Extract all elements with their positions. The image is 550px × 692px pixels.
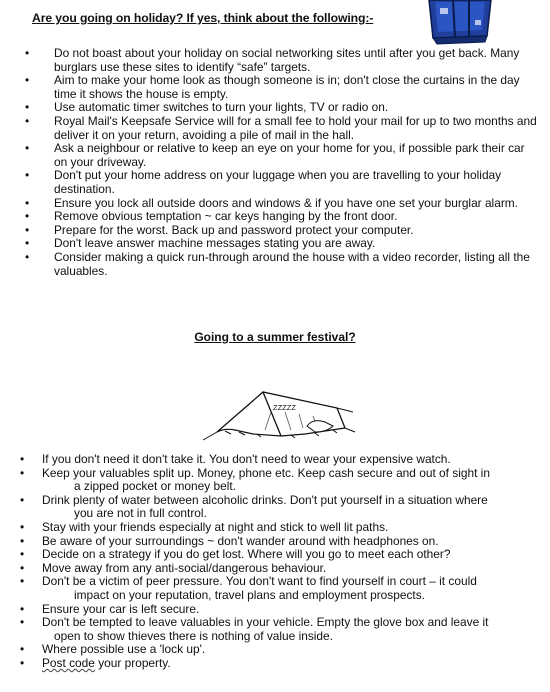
bullet-icon: • (20, 452, 25, 466)
list-item-continuation: impact on your reputation, travel plans and employment prospects. (74, 587, 425, 602)
list-item (0, 521, 550, 535)
bullet-icon: • (20, 560, 25, 575)
list-item (0, 548, 550, 562)
list-item (0, 237, 550, 251)
list-item-text: Prepare for the worst. Back up and password protect your computer. (54, 222, 414, 237)
bullet-icon: • (20, 574, 25, 589)
list-item-continuation: a zipped pocket or money belt. (74, 479, 236, 494)
list-item-text: Don't leave answer machine messages stating you are away. (54, 236, 376, 251)
bullet-icon: • (25, 113, 30, 128)
list-item (0, 494, 550, 521)
list-item-text: Ensure your car is left secure. (42, 601, 200, 616)
bullet-icon: • (20, 492, 25, 507)
bullet-icon: • (25, 195, 30, 210)
list-item-text: Decide on a strategy if you do get lost. Where will you go to meet each other? (42, 547, 451, 562)
list-item-text: Use automatic timer switches to turn your lights, TV or radio on. (54, 100, 389, 115)
bullet-icon: • (20, 547, 25, 562)
list-item (0, 562, 550, 576)
festival-tips-list (0, 453, 550, 671)
list-item-text: Ensure you lock all outside doors and windows & if you have one set your burglar alarm. (54, 195, 518, 210)
list-item (0, 575, 550, 602)
bullet-icon: • (20, 533, 25, 548)
bullet-icon: • (25, 46, 30, 60)
bullet-icon: • (25, 249, 30, 264)
list-item (0, 210, 550, 224)
holiday-heading: Are you going on holiday? If yes, think about the following:- (32, 11, 374, 25)
bullet-icon: • (20, 642, 25, 657)
tent-icon (195, 382, 365, 444)
bullet-icon: • (20, 519, 25, 534)
list-item-text: Ask a neighbour or relative to keep an eye on your home for you, if possible park their car on your driveway. (54, 141, 525, 169)
list-item (0, 603, 550, 617)
list-item-text: Don't be tempted to leave valuables in your vehicle. Empty the glove box and leave it (42, 615, 489, 630)
bullet-icon: • (25, 236, 30, 251)
list-item-text: Aim to make your home look as though someone is in; don't close the curtains in the day time it shows the house is empty. (54, 73, 520, 101)
list-item (0, 142, 550, 169)
list-item (0, 169, 550, 196)
list-item-text: Where possible use a 'lock up'. (42, 642, 206, 657)
list-item (0, 467, 550, 494)
bullet-icon: • (25, 168, 30, 183)
list-item-text: Keep your valuables split up. Money, phone etc. Keep cash secure and out of sight in (42, 465, 490, 480)
list-item-text: If you don't need it don't take it. You don't need to wear your expensive watch. (42, 452, 451, 466)
bullet-icon: • (25, 73, 30, 88)
list-item (0, 101, 550, 115)
list-item-text: Post code your property. (42, 655, 171, 670)
list-item-text: Don't put your home address on your luggage when you are travelling to your holiday destination. (54, 168, 502, 196)
bullet-icon: • (25, 141, 30, 156)
tent-sleep-text: ZZZZZ (273, 403, 296, 412)
list-item-text: Don't be a victim of peer pressure. You don't want to find yourself in court – it could (42, 574, 477, 589)
bullet-icon: • (25, 222, 30, 237)
list-item-text: Move away from any anti-social/dangerous behaviour. (42, 560, 327, 575)
suitcase-icon (425, 0, 495, 46)
list-item-text: Consider making a quick run-through around the house with a video recorder, listing all the valuables. (54, 249, 530, 278)
bullet-icon: • (20, 601, 25, 616)
list-item (0, 47, 550, 74)
festival-heading: Going to a summer festival? (194, 330, 356, 344)
list-item (0, 251, 550, 278)
bullet-icon: • (25, 209, 30, 224)
list-item-text: Drink plenty of water between alcoholic drinks. Don't put yourself in a situation where (42, 492, 488, 507)
bullet-icon: • (20, 465, 25, 480)
list-item-continuation: you are not in full control. (74, 506, 207, 521)
bullet-icon: • (20, 615, 25, 630)
list-item (0, 643, 550, 657)
list-item-text: Stay with your friends especially at night and stick to well lit paths. (42, 519, 389, 534)
bullet-icon: • (25, 100, 30, 115)
list-item (0, 453, 550, 467)
list-item (0, 115, 550, 142)
list-item (0, 535, 550, 549)
holiday-tips-list (0, 47, 550, 278)
list-item-text: Do not boast about your holiday on social networking sites until after you get back. Many burglars use these sites to identify “safe” targets. (54, 46, 520, 74)
list-item (0, 616, 550, 643)
list-item (0, 224, 550, 238)
list-item-text: Be aware of your surroundings ~ don't wander around with headphones on. (42, 533, 439, 548)
list-item (0, 74, 550, 101)
list-item-continuation: open to show thieves there is nothing of value inside. (54, 628, 333, 643)
list-item (0, 657, 550, 671)
list-item (0, 197, 550, 211)
list-item-text: Remove obvious temptation ~ car keys hanging by the front door. (54, 209, 398, 224)
bullet-icon: • (20, 655, 25, 670)
list-item-text: Royal Mail's Keepsafe Service will for a small fee to hold your mail for up to two months and deliver it on your return, avoiding a pile of mail in the hall. (54, 113, 537, 142)
